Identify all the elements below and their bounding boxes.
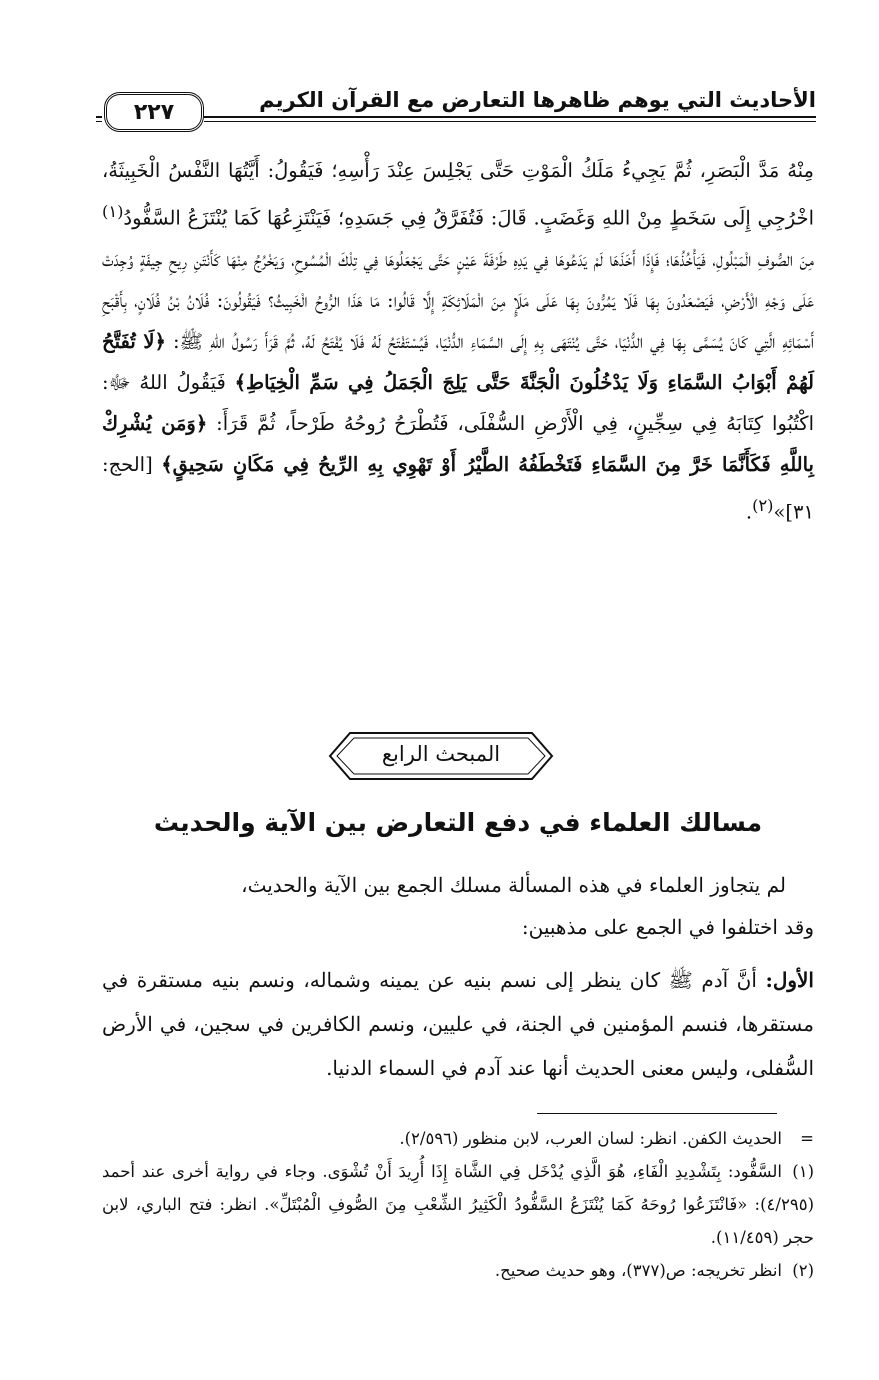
footnote-marker: = <box>800 1129 814 1148</box>
footnote-ref[interactable]: (٢) <box>752 495 774 515</box>
hadith-text-part: فَيَقُولُ اللهُ ﷻ: اكْتُبُوا كِتَابَهُ فِي سِجِّينٍ، فِي الْأَرْضِ السُّفْلَى، فَتُطْرَحُ رُوحُهُ طَرْحاً، ثُمَّ قَرَأَ: <box>102 370 814 435</box>
intro-paragraph <box>102 864 814 948</box>
page-number-box <box>104 92 204 132</box>
opinion-paragraph <box>102 958 814 1090</box>
hadith-text-part: . <box>745 500 753 523</box>
section-heading: مسالك العلماء في دفع التعارض بين الآية والحديث <box>153 808 763 837</box>
hadith-text-part: مِنْهُ مَدَّ الْبَصَرِ، ثُمَّ يَجِيءُ مَلَكُ الْمَوْتِ حَتَّى يَجْلِسَ عِنْدَ رَأْسِهِ؛ فَيَقُولُ: أَيَّتُهَا النَّفْسُ الْخَبِيثَةُ، اخْرُجِي إِلَى سَخَطٍ مِنْ اللهِ وَغَضَبٍ. قَالَ: فَتُفَرَّقُ فِي جَسَدِهِ؛ فَيَنْتَزِعُهَا كَمَا يُنْتَزَعُ السَّفُّودُ <box>102 159 814 230</box>
running-title: الأحاديث التي يوهم ظاهرها التعارض مع القرآن الكريم <box>259 88 816 112</box>
footnote-separator <box>537 1113 777 1114</box>
quran-verse: ﴿لَا تُفَتَّحُ لَهُمْ أَبْوَابُ السَّمَاءِ وَلَا يَدْخُلُونَ الْجَنَّةَ حَتَّى يَلِجَ الْجَمَلُ فِي سَمِّ الْخِيَاطِ﴾ <box>102 329 814 394</box>
header-rule <box>204 121 816 122</box>
header-rule <box>204 116 816 118</box>
footnote-text: انظر تخريجه: ص(٣٧٧)، وهو حديث صحيح. <box>494 1261 782 1280</box>
page-number: ٢٢٧ <box>133 99 175 125</box>
footnote-text: الحديث الكفن. انظر: لسان العرب، لابن منظور (٢/٥٩٦). <box>399 1129 782 1148</box>
intro-line: لم يتجاوز العلماء في هذه المسألة مسلك الجمع بين الآية والحديث، <box>241 873 786 897</box>
footnote <box>102 1155 814 1254</box>
verse-citation: [الحج: ٣١]» <box>102 452 814 523</box>
opinion-text: أنَّ آدم ﷺ كان ينظر إلى نسم بنيه عن يمينه وشماله، ونسم بنيه مستقرة في مستقرها، فنسم المؤمنين في الجنة، في عليين، ونسم الكافرين في سجين، في الأرض السُّفلى، وليس معنى الحديث أنها عند آدم في السماء الدنيا. <box>102 968 814 1080</box>
footnote <box>102 1122 814 1155</box>
page-header <box>96 84 816 132</box>
footnote-text: السَّفُّود: بِتَشْدِيدِ الْفَاءِ، هُوَ الَّذِي يُدْخَل فِي الشَّاة إِذَا أُرِيدَ أَنْ تُشْوَى. وجاء في رواية أخرى عند أحمد (٤/٢٩٥): «فَانْتَزَعُوا رُوحَهُ كَمَا يُنْتَزَعُ السَّفُّودُ الْكَثِيرُ الشِّعْبِ مِنَ الصُّوفِ الْمُبْتَلِّ». انظر: فتح الباري، لابن حجر (١١/٤٥٩). <box>102 1162 814 1247</box>
header-rule <box>96 121 102 122</box>
hadith-text-part: مِنَ الصُّوفِ الْمَبْلُولِ، فَيَأْخُذُهَا؛ فَإِذَا أَخَذَهَا لَمْ يَدَعُوهَا فِي يَدِهِ طَرْفَةَ عَيْنٍ حَتَّى يَجْعَلُوهَا فِي تِلْكَ الْمُسُوحِ، وَيَخْرُجُ مِنْهَا كَأَنْتَنِ رِيحِ جِيفَةٍ وُجِدَتْ عَلَى وَجْهِ الْأَرْضِ، فَيَصْعَدُونَ بِهَا فَلَا يَمُرُّونَ بِهَا عَلَى مَلَإٍ مِنَ الْمَلَائِكَةِ إِلَّا قَالُوا: مَا هَذَا الرُّوحُ الْخَبِيثُ؟ فَيَقُولُونَ: فُلَانُ بْنُ فُلَانٍ، بِأَقْبَحِ أَسْمَائِهِ الَّتِي كَانَ يُسَمَّى بِهَا فِي الدُّنْيَا، حَتَّى يُنْتَهَى بِهِ إِلَى السَّمَاءِ الدُّنْيَا، فَيُسْتَفْتَحُ لَهُ فَلَا يُفْتَحُ لَهُ، ثُمَّ قَرَأَ رَسُولُ اللهِ ﷺ: <box>102 247 814 353</box>
section-title-box <box>326 730 556 782</box>
footnote-marker: (١) <box>792 1162 814 1181</box>
footnote <box>102 1254 814 1287</box>
footnote-marker: (٢) <box>792 1261 814 1280</box>
footnotes <box>102 1122 814 1287</box>
section-label: المبحث الرابع <box>381 742 501 766</box>
header-rule <box>96 116 102 118</box>
hadith-text <box>102 150 814 532</box>
footnote-ref[interactable]: (١) <box>102 202 124 221</box>
intro-line: وقد اختلفوا في الجمع على مذهبين: <box>521 915 814 939</box>
quran-verse: ﴿وَمَن يُشْرِكْ بِاللَّهِ فَكَأَنَّمَا خَرَّ مِنَ السَّمَاءِ فَتَخْطَفُهُ الطَّيْرُ أَوْ تَهْوِي بِهِ الرِّيحُ فِي مَكَانٍ سَحِيقٍ﴾ <box>102 411 814 476</box>
opinion-label: الأول: <box>765 968 814 992</box>
